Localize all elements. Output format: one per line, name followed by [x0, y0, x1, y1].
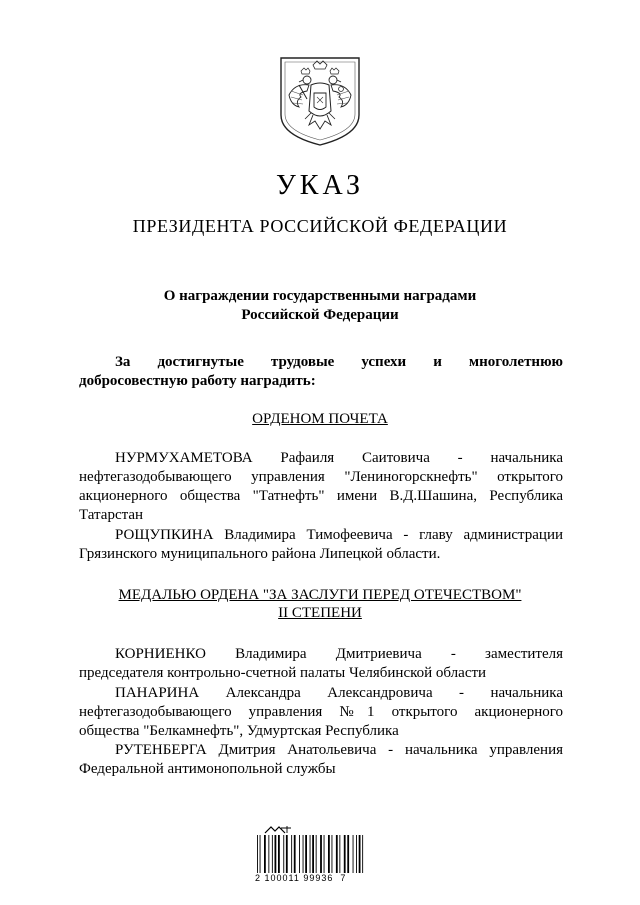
- decree-heading-line: Российской Федерации: [241, 307, 399, 323]
- barcode-bar: [356, 835, 357, 873]
- barcode-bar: [260, 835, 261, 873]
- barcode-bar: [268, 835, 269, 873]
- award-entry-line: РОЩУПКИНА Владимира Тимофеевича - главу администрации: [115, 527, 563, 543]
- barcode: [255, 825, 385, 885]
- section-medal-title: МЕДАЛЬЮ ОРДЕНА "ЗА ЗАСЛУГИ ПЕРЕД ОТЕЧЕСТВОМ": [118, 587, 522, 603]
- decree-heading: [0, 287, 640, 325]
- award-entry-line: Грязинского муниципального района Липецкой области.: [79, 546, 441, 562]
- coat-of-arms-icon: [277, 55, 363, 147]
- barcode-bar: [275, 835, 277, 873]
- award-entry-line: нефтегазодобывающего управления "Лениногорскнефть" открытого: [79, 469, 563, 485]
- award-entry: [79, 526, 563, 564]
- barcode-bar: [283, 835, 284, 873]
- award-entry-line: НУРМУХАМЕТОВА Рафаиля Саитовича - начальника: [115, 450, 563, 466]
- barcode-bar: [294, 835, 296, 873]
- award-entry: [79, 741, 563, 779]
- barcode-bar: [344, 835, 346, 873]
- document-title: УКАЗ: [275, 170, 365, 201]
- document-subtitle: ПРЕЗИДЕНТА РОССИЙСКОЙ ФЕДЕРАЦИИ: [132, 216, 508, 236]
- barcode-bar: [278, 835, 280, 873]
- award-entry-line: нефтегазодобывающего управления №1 открытого акционерного: [79, 704, 563, 720]
- barcode-bar: [257, 835, 258, 873]
- award-entry-line: общества "Белкамнефть", Удмуртская Республика: [79, 723, 399, 739]
- barcode-bar: [286, 835, 288, 873]
- barcode-bar: [347, 835, 349, 873]
- barcode-bar: [303, 835, 304, 873]
- award-entry: [79, 684, 563, 741]
- award-entry-line: Федеральной антимонопольной службы: [79, 761, 336, 777]
- barcode-bar: [264, 835, 266, 873]
- award-entry-line: РУТЕНБЕРГА Дмитрия Анатольевича - начальника управления: [115, 742, 563, 758]
- barcode-bar: [353, 835, 354, 873]
- barcode-bar: [320, 835, 322, 873]
- barcode-bar: [328, 835, 330, 873]
- barcode-bar: [291, 835, 292, 873]
- award-entry: [79, 449, 563, 525]
- intro-line: За достигнутые трудовые успехи и многолетнюю: [115, 354, 563, 370]
- barcode-bar: [272, 835, 273, 873]
- award-entry: [79, 645, 563, 683]
- barcode-bars: [255, 835, 385, 873]
- section-order-of-honor-title: ОРДЕНОМ ПОЧЕТА: [252, 411, 388, 427]
- printer-logo-icon: [263, 825, 293, 835]
- barcode-number: 2 100011 99936 7: [255, 873, 347, 883]
- barcode-bar: [336, 835, 338, 873]
- barcode-bar: [312, 835, 314, 873]
- intro-paragraph: [79, 353, 563, 391]
- award-entry-line: акционерного общества "Татнефть" имени В.Д.Шашина, Республика: [79, 488, 563, 504]
- award-entry-line: ПАНАРИНА Александра Александровича - начальника: [115, 685, 563, 701]
- intro-line: добросовестную работу наградить:: [79, 373, 316, 389]
- barcode-bar: [316, 835, 317, 873]
- award-entry-line: КОРНИЕНКО Владимира Дмитриевича - заместителя: [115, 646, 563, 662]
- award-entry-line: председателя контрольно-счетной палаты Челябинской области: [79, 665, 487, 681]
- award-entry-line: Татарстан: [79, 507, 144, 523]
- barcode-bar: [324, 835, 325, 873]
- barcode-bar: [339, 835, 340, 873]
- barcode-bar: [299, 835, 300, 873]
- barcode-bar: [310, 835, 311, 873]
- decree-heading-line: О награждении государственными наградами: [163, 288, 477, 304]
- barcode-bar: [332, 835, 333, 873]
- barcode-bar: [359, 835, 361, 873]
- barcode-bar: [305, 835, 307, 873]
- barcode-bar: [362, 835, 363, 873]
- section-medal-title-degree: II СТЕПЕНИ: [278, 605, 362, 621]
